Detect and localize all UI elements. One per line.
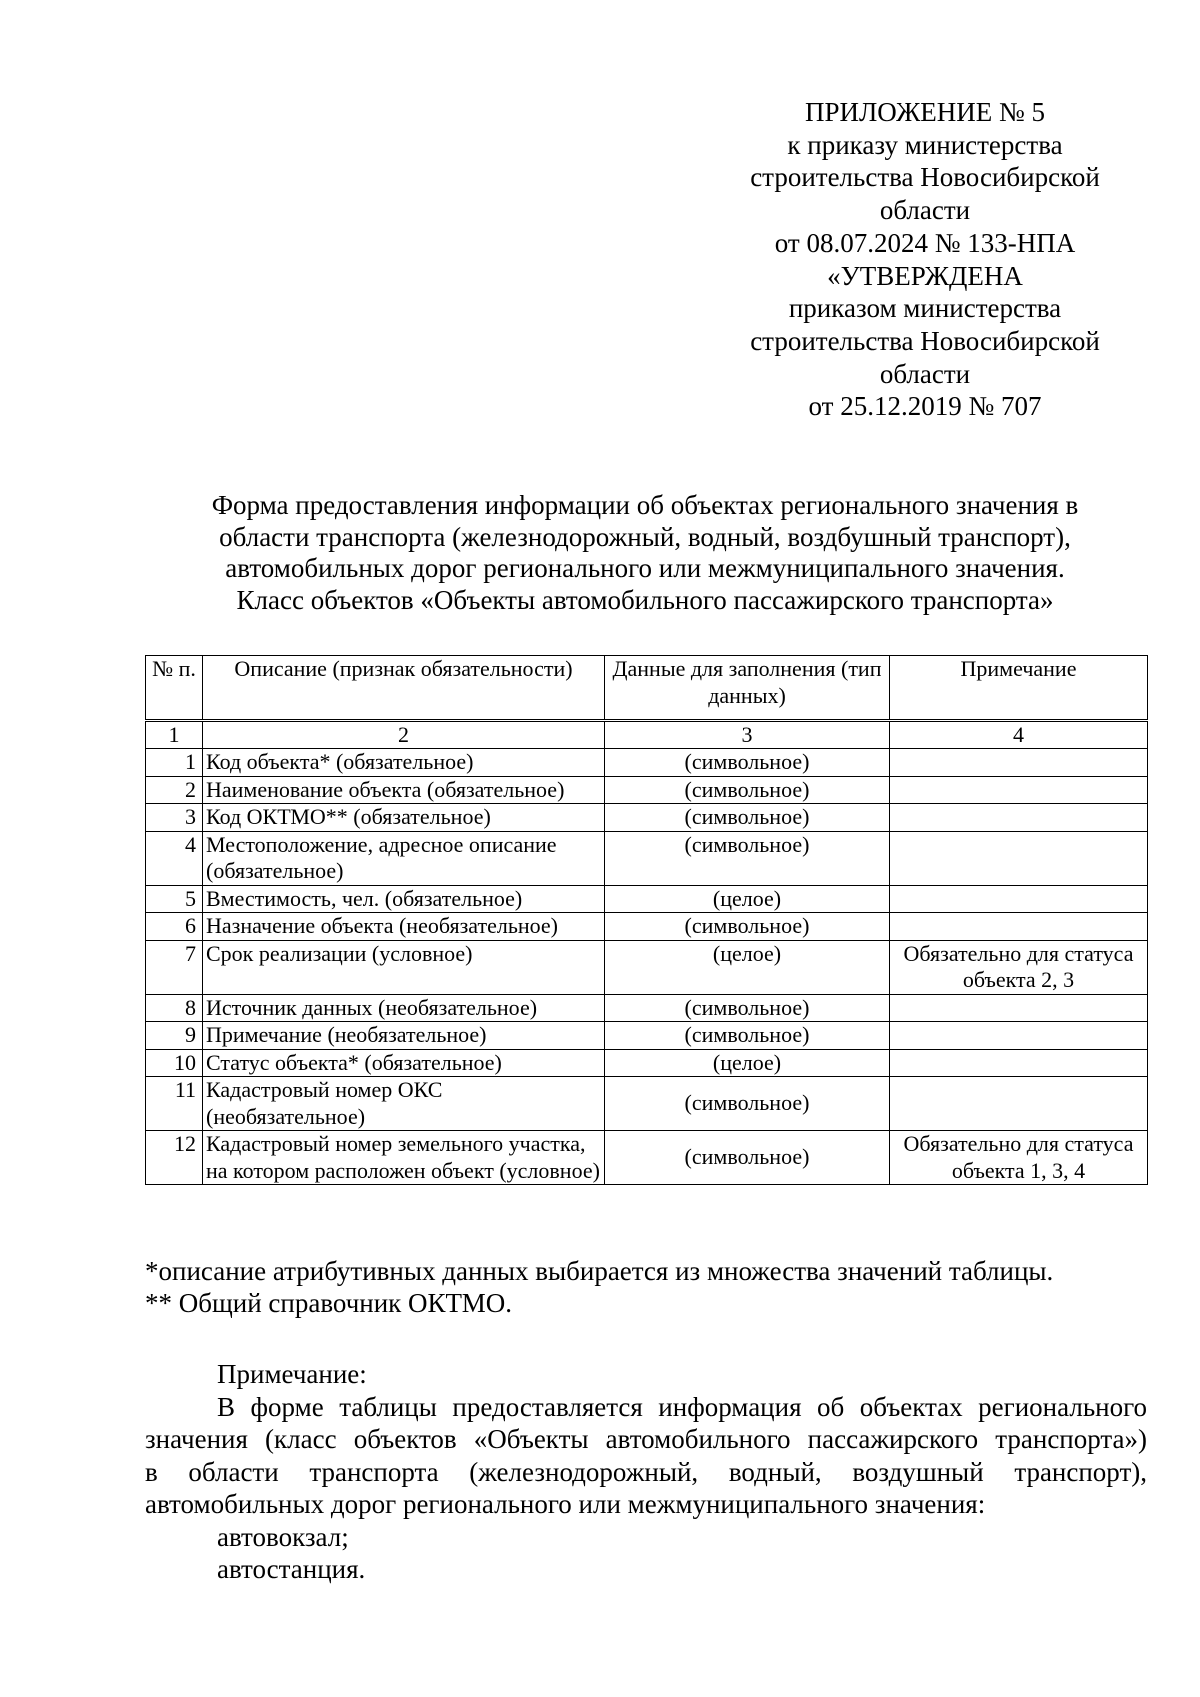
footnote: ** Общий справочник ОКТМО. — [145, 1288, 512, 1318]
table-row — [146, 1077, 1148, 1131]
row-description: Кадастровый номер ОКС (необязательное) — [203, 1077, 605, 1131]
row-description: Наименование объекта (обязательное) — [203, 776, 605, 804]
footnote: *описание атрибутивных данных выбирается из множества значений таблицы. — [145, 1256, 1054, 1286]
table-row — [146, 804, 1148, 832]
row-data-type: (целое) — [605, 1049, 890, 1077]
row-data-type: (символьное) — [605, 1022, 890, 1050]
row-note: Обязательно для статуса объекта 1, 3, 4 — [890, 1131, 1148, 1185]
row-note — [890, 1022, 1148, 1050]
document-title — [145, 490, 1145, 616]
header-line: от 25.12.2019 № 707 — [808, 391, 1042, 422]
row-note — [890, 913, 1148, 941]
table-row — [146, 1131, 1148, 1185]
row-note — [890, 885, 1148, 913]
row-description: Кадастровый номер земельного участка, на котором расположен объект (условное) — [203, 1131, 605, 1185]
row-number: 6 — [146, 913, 203, 941]
note-paragraph-line: В форме таблицы предоставляется информация об объектах регионального — [217, 1391, 1147, 1422]
row-number: 4 — [146, 831, 203, 885]
row-number: 9 — [146, 1022, 203, 1050]
row-note — [890, 749, 1148, 777]
row-number: 12 — [146, 1131, 203, 1185]
row-note — [890, 1077, 1148, 1131]
row-data-type: (символьное) — [605, 804, 890, 832]
appendix-header — [735, 96, 1115, 423]
row-number: 5 — [146, 885, 203, 913]
header-line: «УТВЕРЖДЕНА — [827, 260, 1023, 291]
row-description: Примечание (необязательное) — [203, 1022, 605, 1050]
col-header-data-type: Данные для заполнения (тип данных) — [605, 656, 890, 721]
column-number: 3 — [605, 721, 890, 749]
table-row — [146, 940, 1148, 994]
note-list-item: автовокзал; — [217, 1521, 349, 1552]
table-row — [146, 1022, 1148, 1050]
row-data-type: (символьное) — [605, 913, 890, 941]
row-description: Срок реализации (условное) — [203, 940, 605, 994]
row-number: 11 — [146, 1077, 203, 1131]
header-line: от 08.07.2024 № 133-НПА — [774, 227, 1076, 258]
row-description: Вместимость, чел. (обязательное) — [203, 885, 605, 913]
header-line: строительства Новосибирской — [750, 325, 1100, 356]
table-row — [146, 885, 1148, 913]
row-data-type: (символьное) — [605, 994, 890, 1022]
row-description: Код объекта* (обязательное) — [203, 749, 605, 777]
column-number: 1 — [146, 721, 203, 749]
footnotes — [145, 1255, 1145, 1319]
table-row — [146, 913, 1148, 941]
title-line: области транспорта (железнодорожный, водный, воздбушный транспорт), — [219, 521, 1071, 552]
title-line: Класс объектов «Объекты автомобильного пассажирского транспорта» — [236, 584, 1054, 615]
note-paragraph-line: автомобильных дорог регионального или межмуниципального значения: — [145, 1489, 986, 1519]
row-note — [890, 1049, 1148, 1077]
table-row — [146, 776, 1148, 804]
table-row — [146, 1049, 1148, 1077]
table-row — [146, 749, 1148, 777]
note-heading: Примечание: — [217, 1359, 367, 1389]
row-note — [890, 776, 1148, 804]
row-data-type: (символьное) — [605, 776, 890, 804]
row-note — [890, 804, 1148, 832]
column-number: 4 — [890, 721, 1148, 749]
row-description: Статус объекта* (обязательное) — [203, 1049, 605, 1077]
header-line: приказом министерства — [788, 293, 1062, 324]
row-description: Источник данных (необязательное) — [203, 994, 605, 1022]
header-line: строительства Новосибирской — [750, 162, 1100, 193]
row-description: Код ОКТМО** (обязательное) — [203, 804, 605, 832]
row-description: Местоположение, адресное описание (обязательное) — [203, 831, 605, 885]
title-line: автомобильных дорог регионального или межмуниципального значения. — [225, 553, 1065, 583]
note-paragraph-line: в области транспорта (железнодорожный, водный, воздушный транспорт), — [145, 1456, 1147, 1487]
row-data-type: (символьное) — [605, 1077, 890, 1131]
header-line: области — [879, 195, 971, 226]
column-number-row — [146, 721, 1148, 749]
note-section — [145, 1358, 1147, 1586]
row-number: 8 — [146, 994, 203, 1022]
row-note — [890, 994, 1148, 1022]
table-row — [146, 831, 1148, 885]
row-data-type: (символьное) — [605, 749, 890, 777]
row-number: 2 — [146, 776, 203, 804]
row-data-type: (символьное) — [605, 831, 890, 885]
row-description: Назначение объекта (необязательное) — [203, 913, 605, 941]
row-number: 3 — [146, 804, 203, 832]
header-line: области — [879, 358, 971, 389]
row-note — [890, 831, 1148, 885]
column-number: 2 — [203, 721, 605, 749]
note-list-item: автостанция. — [217, 1554, 366, 1584]
note-paragraph-line: значения (класс объектов «Объекты автомобильного пассажирского транспорта») — [145, 1424, 1147, 1454]
col-header-note: Примечание — [890, 656, 1148, 721]
row-data-type: (символьное) — [605, 1131, 890, 1185]
row-number: 1 — [146, 749, 203, 777]
header-line: к приказу министерства — [787, 129, 1063, 160]
form-table — [145, 655, 1148, 1185]
table-header-row — [146, 656, 1148, 721]
row-number: 10 — [146, 1049, 203, 1077]
table-row — [146, 994, 1148, 1022]
row-note: Обязательно для статуса объекта 2, 3 — [890, 940, 1148, 994]
header-line: ПРИЛОЖЕНИЕ № 5 — [804, 97, 1046, 127]
col-header-description: Описание (признак обязательности) — [203, 656, 605, 721]
row-data-type: (целое) — [605, 940, 890, 994]
title-line: Форма предоставления информации об объектах регионального значения в — [211, 490, 1079, 520]
col-header-number: № п. — [146, 656, 203, 721]
row-data-type: (целое) — [605, 885, 890, 913]
row-number: 7 — [146, 940, 203, 994]
